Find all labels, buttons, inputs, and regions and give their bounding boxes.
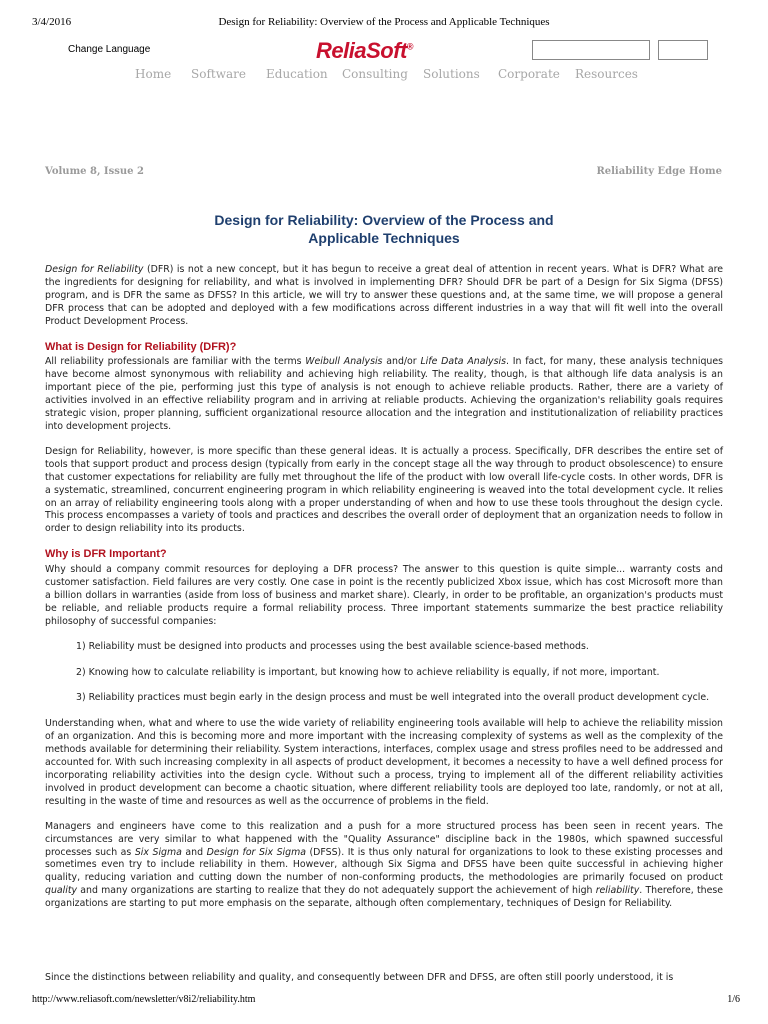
p1-em-life-data: Life Data Analysis bbox=[420, 356, 506, 368]
intro-paragraph bbox=[45, 264, 723, 329]
issue-label: Volume 8, Issue 2 bbox=[45, 166, 144, 177]
list-item: 3) Reliability practices must begin early in the design process and must be well integrated into the overall product development cycle. bbox=[76, 692, 710, 704]
reliasoft-logo[interactable] bbox=[316, 38, 413, 64]
p5-em-quality: quality bbox=[45, 885, 78, 897]
search-button[interactable] bbox=[658, 40, 708, 60]
p5-text-c: (DFSS). It is thus only natural for organizations to look to these existing processes and sometimes even try to include reliability in them. However, although Six Sigma and DFSS have been quite successful in achieving higher quality, reducing variation and cutting down the number of non-conforming products, the methodologies are primarily focused on product bbox=[45, 846, 723, 884]
nav-resources[interactable]: Resources bbox=[575, 67, 638, 81]
list-item: 1) Reliability must be designed into products and processes using the best available science-based methods. bbox=[76, 640, 589, 652]
philosophy-list bbox=[76, 641, 723, 706]
print-date: 3/4/2016 bbox=[32, 16, 72, 28]
article-title-line1: Design for Reliability: Overview of the Process and bbox=[214, 212, 554, 228]
paragraph-1 bbox=[45, 356, 723, 433]
p5-em-six-sigma: Six Sigma bbox=[134, 846, 182, 858]
logo-text: ReliaSoft bbox=[316, 38, 407, 63]
p5-em-dfss: Design for Six Sigma bbox=[206, 846, 306, 858]
article-body bbox=[45, 264, 723, 923]
registered-mark: ® bbox=[406, 41, 413, 52]
paragraph-2: Design for Reliability, however, is more specific than these general ideas. It is actually a process. Specifically, DFR describes the entire set of tools that support product and process design (typically from early in the concept stage all the way through to product obsolescence) to ensure that customer expectations for reliability are fully met throughout the life of the product with low overall life-cycle costs. In other words, DFR is a systematic, streamlined, concurrent engineering program in which reliability engineering is weaved into the total development cycle. It relies on an array of reliability engineering tools along with a proper understanding of when and how to use these tools throughout the design cycle. This process encompasses a variety of tools and practices and describes the overall order of deployment that an organization needs to follow in order to design reliability into its products. bbox=[45, 445, 723, 535]
nav-home[interactable]: Home bbox=[135, 67, 172, 81]
paragraph-4: Understanding when, what and where to use the wide variety of reliability engineering tools available will help to achieve the reliability mission of an organization. And this is becoming more and more important with the increasing complexity of systems as well as the complexity of the methods available for determining their reliability. System interactions, interfaces, complex usage and stress profiles need to be addressed and accounted for. With such increasing complexity in all aspects of product development, it becomes a necessity to have a well defined process for incorporating reliability activities into the design cycle. Without such a process, trying to implement all of the different reliability activities involved in product development can become a chaotic situation, where different reliability tools are deployed too late, randomly, or not at all, resulting in the waste of time and resources as well as the occurrence of problems in the field. bbox=[45, 718, 723, 807]
paragraph-5 bbox=[45, 821, 723, 911]
change-language-link[interactable]: Change Language bbox=[68, 44, 151, 55]
p1-text-c: . In fact, for many, these analysis techniques have become almost synonymous with reliability and achieving high reliability. The reality, though, is that although life data analysis is an important piece of the pie, performing just this type of analysis is not enough to achieve reliable products. Rather, there are a variety of activities involved in an effective reliability program and in arriving at reliable products. Achieving the organization's reliability goals requires strategic vision, proper planning, sufficient organizational resource allocation and the integration and institutionalization of reliability practices into development projects. bbox=[45, 356, 723, 432]
section-heading-why-dfr: Why is DFR Important? bbox=[45, 548, 167, 561]
p5-text-b: and bbox=[181, 846, 207, 858]
print-page-number: 1/6 bbox=[727, 994, 740, 1005]
nav-corporate[interactable]: Corporate bbox=[498, 67, 560, 81]
p1-em-weibull: Weibull Analysis bbox=[305, 356, 383, 368]
nav-solutions[interactable]: Solutions bbox=[423, 67, 480, 81]
paragraph-3: Why should a company commit resources for deploying a DFR process? The answer to this question is quite simple... warranty costs and customer satisfaction. Field failures are very costly. One case in point is the recently publicized Xbox issue, which has cost Microsoft more than a billion dollars in warranties (aside from loss of business and market share). Clearly, in order to be profitable, an organization's products must be reliable, and reliable products require a formal reliability process. Three important statements summarize the best practice reliability philosophy of successful companies: bbox=[45, 564, 723, 627]
nav-consulting[interactable]: Consulting bbox=[342, 67, 408, 81]
p1-text-b: and/or bbox=[382, 356, 421, 368]
nav-education[interactable]: Education bbox=[266, 67, 328, 81]
article-title bbox=[184, 211, 584, 247]
reliability-edge-home-link[interactable]: Reliability Edge Home bbox=[596, 166, 722, 177]
article-title-line2: Applicable Techniques bbox=[308, 230, 460, 246]
intro-em: Design for Reliability bbox=[45, 264, 144, 275]
p5-em-reliability: reliability bbox=[595, 885, 640, 897]
print-url: http://www.reliasoft.com/newsletter/v8i2/reliability.htm bbox=[32, 994, 256, 1005]
print-page-title: Design for Reliability: Overview of the Process and Applicable Techniques bbox=[218, 16, 550, 28]
nav-software[interactable]: Software bbox=[191, 67, 246, 81]
p5-text-d: and many organizations are starting to realize that they do not adequately support the achievement of high bbox=[77, 885, 596, 897]
p1-text-a: All reliability professionals are familiar with the terms bbox=[45, 356, 306, 368]
search-input[interactable] bbox=[532, 40, 650, 60]
p5-text-a: Managers and engineers have come to this realization and a push for a more structured process has been seen in recent years. The circumstances are very similar to what happened with the "Quality Assurance" discipline back in the 1980s, which spawned successful processes such as bbox=[45, 820, 723, 858]
list-item: 2) Knowing how to calculate reliability is important, but knowing how to achieve reliability is equally, if not more, important. bbox=[76, 666, 660, 678]
intro-text: (DFR) is not a new concept, but it has begun to receive a great deal of attention in recent years. What is DFR? What are the ingredients for designing for reliability, and what is involved in implementing DFR? Should DFR be part of a Design for Six Sigma (DFSS) program, and is DFR the same as DFSS? In this article, we will try to answer these questions and, at the same time, we will propose a general DFR process that can be adopted and deployed with a few modifications across different industries in a way that will fit well into the overall Product Development Process. bbox=[45, 264, 723, 327]
paragraph-6-partial: Since the distinctions between reliability and quality, and consequently between DFR and DFSS, are often still poorly understood, it is bbox=[45, 972, 674, 983]
section-heading-what-is-dfr: What is Design for Reliability (DFR)? bbox=[45, 340, 237, 353]
p5-text-e: . Therefore, these organizations are starting to put more emphasis on the separate, although often complementary, techniques of Design for Reliability. bbox=[45, 885, 723, 910]
